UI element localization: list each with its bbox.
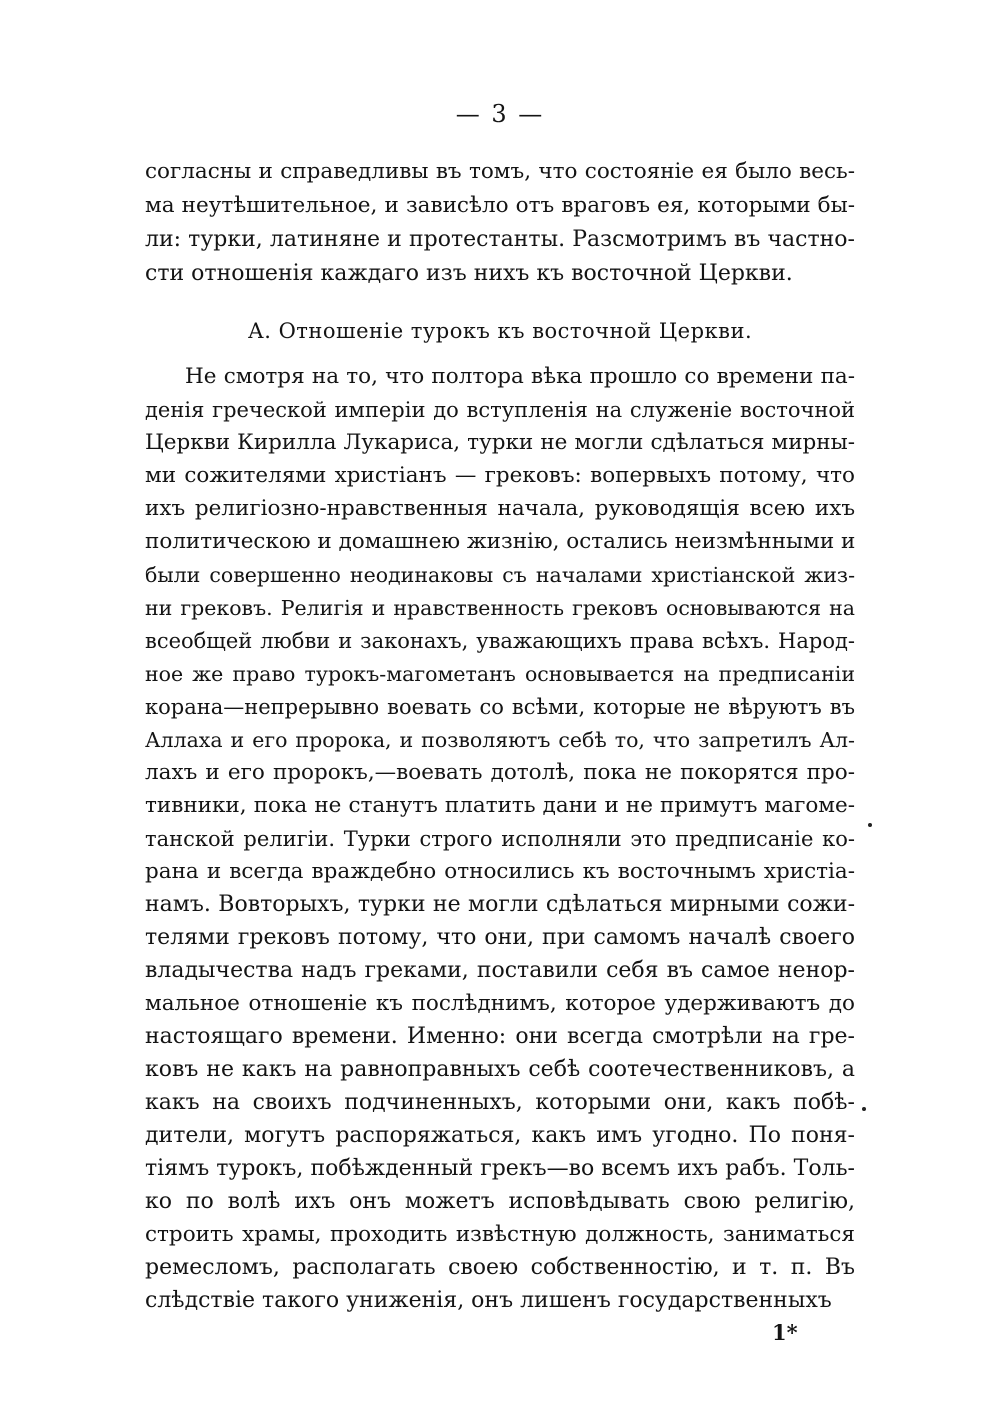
ink-speck [862, 1107, 866, 1111]
ink-speck [868, 823, 872, 827]
text-line: политическою и домашнею жизнію, остались неизмѣнными и [145, 529, 856, 554]
text-line: ли: турки, латиняне и протестанты. Разсмотримъ въ частно- [145, 227, 855, 252]
text-line: тивники, пока не станутъ платить дани и не примутъ магоме- [145, 793, 855, 818]
section-heading: А. Отношеніе турокъ къ восточной Церкви. [247, 319, 753, 343]
text-line: танской религіи. Турки строго исполняли это предписаніе ко- [145, 827, 855, 851]
text-line: тіямъ турокъ, побѣжденный грекъ—во всемъ ихъ рабъ. Толь- [145, 1156, 855, 1181]
text-line: слѣдствіе такого униженія, онъ лишенъ государственныхъ [145, 1288, 832, 1313]
text-line: ремесломъ, располагать своею собственностію, и т. п. Въ [145, 1255, 855, 1280]
text-line: какъ на своихъ подчиненныхъ, которыми они, какъ побѣ- [145, 1090, 855, 1115]
text-line: телями грековъ потому, что они, при самомъ началѣ своего [145, 925, 855, 950]
text-line: настоящаго времени. Именно: они всегда смотрѣли на гре- [145, 1024, 855, 1049]
text-line: намъ. Вовторыхъ, турки не могли сдѣлаться мирными сожи- [145, 892, 855, 917]
page-number: — 3 — [455, 100, 545, 128]
text-line: строить храмы, проходить извѣстную должность, заниматься [145, 1222, 855, 1247]
text-line: ихъ религіозно-нравственныя начала, руководящія всею ихъ [145, 496, 855, 521]
text-line: корана—непрерывно воевать со всѣми, которые не вѣруютъ въ [145, 695, 855, 719]
text-line: мальное отношеніе къ послѣднимъ, которое удерживаютъ до [145, 991, 855, 1016]
text-line: ковъ не какъ на равноправныхъ себѣ соотечественниковъ, а [145, 1057, 855, 1082]
signature-mark: 1* [772, 1320, 798, 1345]
text-line: сти отношенія каждаго изъ нихъ къ восточной Церкви. [145, 261, 793, 286]
text-line: денія греческой имперіи до вступленія на служеніе восточной [145, 398, 855, 422]
text-line: ми сожителями христіанъ — грековъ: вопервыхъ потому, что [145, 463, 855, 488]
text-line: согласны и справедливы въ томъ, что состояніе ея было весь- [145, 159, 855, 184]
text-line: Аллаха и его пророка, и позволяютъ себѣ то, что запретилъ Ал- [145, 728, 855, 752]
text-line: ни грековъ. Религія и нравственность грековъ основываются на [145, 596, 855, 620]
text-line: рана и всегда враждебно относились къ восточнымъ христіа- [145, 859, 855, 884]
text-line: всеобщей любви и законахъ, уважающихъ права всѣхъ. Народ- [145, 629, 855, 653]
text-line: ко по волѣ ихъ онъ можетъ исповѣдывать свою религію, [145, 1189, 855, 1214]
text-line: ма неутѣшительное, и зависѣло отъ враговъ ея, которыми бы- [145, 193, 855, 218]
text-line: Не смотря на то, что полтора вѣка прошло со времени па- [185, 364, 855, 389]
text-line: дители, могутъ распоряжаться, какъ имъ угодно. По поня- [145, 1123, 855, 1148]
text-line: лахъ и его пророкъ,—воевать дотолѣ, пока не покорятся про- [145, 760, 855, 785]
text-line: Церкви Кирилла Лукариса, турки не могли сдѣлаться мирны- [145, 430, 855, 455]
text-line: владычества надъ греками, поставили себя въ самое ненор- [145, 958, 855, 983]
text-line: были совершенно неодинаковы съ началами христіанской жиз- [145, 563, 855, 587]
text-line: ное же право турокъ-магометанъ основывается на предписаніи [145, 662, 855, 686]
